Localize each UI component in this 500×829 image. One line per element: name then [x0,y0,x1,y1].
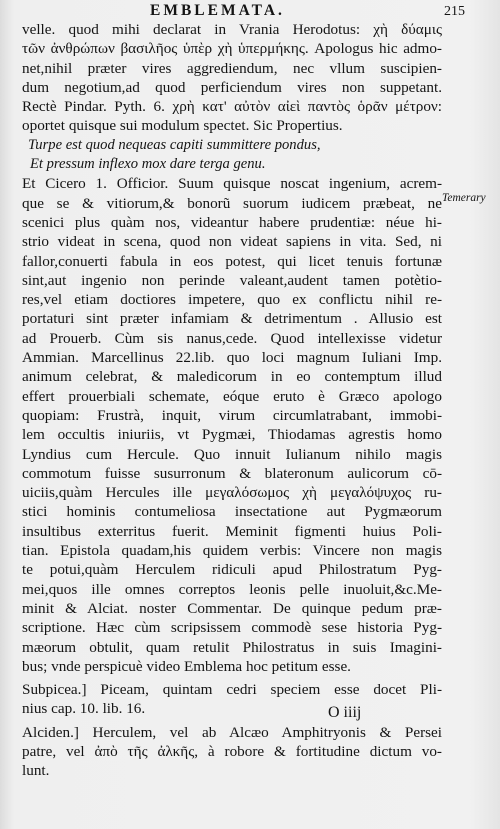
text-line: stici hominis contumeliosa insectatione aut Pygmæorum [22,503,442,521]
text-line: fallor,conuerti fabula in eos potest, qui licet tenuis fortunæ [22,252,442,270]
text-line: τῶν ἀνθρώπων βασιλῆος ὑπὲρ χὴ ὑπερμήκης. Apologus hic admo- [22,40,442,58]
text-line: Rectè Pindar. Pyth. 6. χρὴ κατ' αὐτὸν αἰεὶ παντὸς ὁρᾶν μέτρον: [22,98,442,116]
note-line: Alciden.] Herculem, vel ab Alcæo Amphitryonis & Persei [22,723,442,741]
text-line: uiciis,quàm Hercules ille μεγαλόσωμος χὴ μεγαλόψυχος ru- [22,484,442,502]
marginal-note: Temerary [442,192,486,204]
text-line: res,vel etiam doctiores impetere, quo ex conflictu nihil re- [22,291,442,309]
text-line: Lyndius cum Hercule. Quo innuit Iulianum nihilo magis [22,445,442,463]
body-text [22,20,442,781]
text-line: velle. quod mihi declarat in Vrania Herodotus: χὴ δύαμις [22,21,442,38]
text-line: oportet quisque sui modulum spectet. Sic Propertius. [22,117,343,135]
text-line: bus; vnde perspicuè video Emblema hoc petitum esse. [22,657,351,675]
text-line: dum negotium,ad quod perficiendum vires non suppetant. [22,78,442,96]
text-line: strio videat in scena, quod non videat sapiens in vita. Sed, ni [22,233,442,251]
text-line: insultibus exterritus fuerit. Meminit figmenti huius Poli- [22,522,442,540]
verse-line: Turpe est quod nequeas capiti summittere pondus, [28,136,321,153]
note-line: lunt. [22,762,50,780]
text-line: sint,aut ingenio non perinde valeant,audent tamen potètio- [22,271,442,289]
text-line: scriptione. Hæc cùm scripsissem commodè sese historia Pyg- [22,619,442,637]
page-number: 215 [444,4,465,19]
text-line: scenici plus quàm nos, videantur habere prudentiæ: néue hi- [22,213,442,231]
note-line: Subpicea.] Piceam, quintam cedri speciem esse docet Pli- [22,681,442,699]
text-line: ad Prouerb. Cùm sis nanus,cede. Quod intellexisse videtur [22,329,442,347]
text-line: te potui,quàm Herculem ridiculi apud Philostratum Pyg- [22,561,442,579]
text-line: animum celebrat, & maledicorum in eo contemptum illud [22,368,442,386]
text-line: Et Cicero 1. Officior. Suum quisque noscat ingenium, acrem- [22,175,442,193]
text-line: portaturi sint præter infamiam & detrimentum . Allusio est [22,310,442,328]
text-line: Ammian. Marcellinus 22.lib. quo loci magnum Iuliani Imp. [22,349,442,367]
text-line: commotum fuisse susurronum & blateronum aulicorum cō- [22,464,442,482]
text-line: effert prouerbiali schemate, eóque eruto è Græco apologo [22,387,442,405]
text-line: net,nihil præter vires aggrediendum, nec vllum suscipien- [22,59,442,77]
text-line: mei,quos ille omnes correptos leonis pelle inuoluit,&c.Me- [22,580,442,598]
text-line: minit & Alciat. noster Commentar. De quinque pedum præ- [22,599,442,617]
note-line: patre, vel ἀπὸ τῆς ἀλκῆς, à robore & fortitudine dictum vo- [22,742,442,760]
signature-mark: O iiij [328,704,362,721]
verse-line: Et pressum inflexo mox dare terga genu. [30,156,266,173]
text-line: que se & vitiorum,& bonorũ suorum iudicem præbeat, ne [22,194,442,212]
running-head: EMBLEMATA. [150,2,285,19]
text-line: lem occultis iniuriis, vt Pygmæi, Thiodamas agrestis homo [22,426,442,444]
text-line: quopiam: Frustrà, inquit, virum circumlatrabant, immobi- [22,406,442,424]
note-line: nius cap. 10. lib. 16. [22,700,146,718]
text-line: tian. Epistola quadam,his quidem verbis: Vincere non magis [22,542,442,560]
text-line: mæorum obtulit, quam retulit Philostratus in suis Imagini- [22,638,442,656]
